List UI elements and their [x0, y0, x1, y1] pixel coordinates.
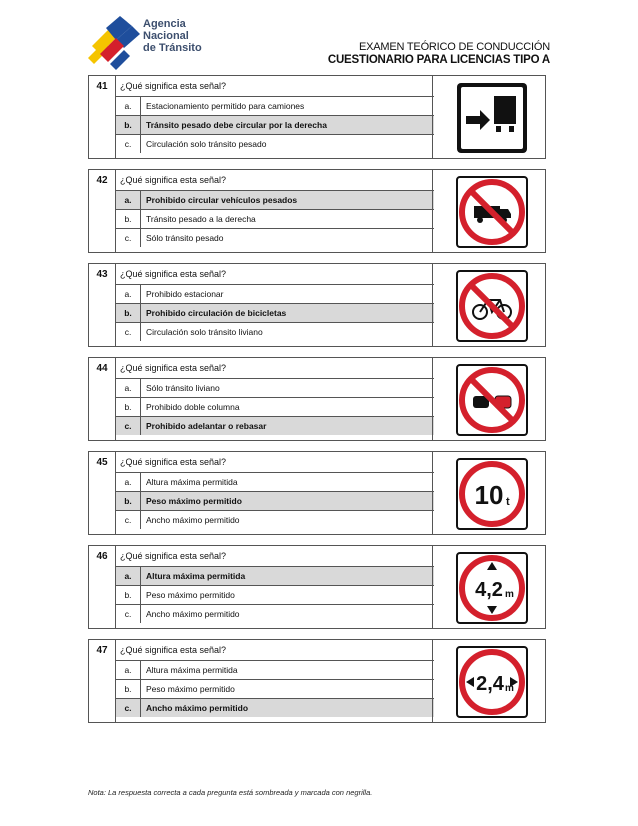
answer-option — [116, 134, 434, 153]
answer-option — [116, 209, 434, 228]
answer-option — [116, 228, 434, 247]
question-number: 42 — [89, 170, 116, 190]
option-text: Ancho máximo permitido — [146, 609, 240, 619]
question-number: 41 — [89, 76, 116, 96]
no-overtaking-sign-icon — [456, 364, 528, 436]
option-text: Prohibido circular vehículos pesados — [146, 195, 298, 205]
option-text: Circulación solo tránsito liviano — [146, 327, 263, 337]
question-text: ¿Qué significa esta señal? — [120, 645, 227, 655]
option-letter: c. — [116, 417, 141, 435]
option-letter: b. — [116, 492, 141, 510]
question-block-42 — [88, 169, 546, 253]
question-block-43 — [88, 263, 546, 347]
option-text: Estacionamiento permitido para camiones — [146, 101, 305, 111]
option-letter: c. — [116, 511, 141, 529]
option-text: Peso máximo permitido — [146, 590, 235, 600]
question-block-44 — [88, 357, 546, 441]
answer-option — [116, 397, 434, 416]
question-number: 45 — [89, 452, 116, 472]
heavy-traffic-right-sign-icon — [456, 82, 528, 154]
traffic-sign-cell — [432, 170, 545, 252]
answer-option-correct — [116, 190, 434, 209]
question-block-41 — [88, 75, 546, 159]
option-letter: b. — [116, 210, 141, 228]
question-number: 47 — [89, 640, 116, 660]
max-height-sign-icon — [456, 552, 528, 624]
traffic-sign-cell — [432, 546, 545, 628]
max-width-sign-icon — [456, 646, 528, 718]
option-text: Altura máxima permitida — [146, 477, 238, 487]
svg-text:10: 10 — [474, 480, 504, 510]
traffic-sign-cell — [432, 358, 545, 440]
answer-option-correct — [116, 698, 434, 717]
answer-option — [116, 284, 434, 303]
option-text: Peso máximo permitido — [146, 684, 235, 694]
option-letter: c. — [116, 699, 141, 717]
answer-option-correct — [116, 491, 434, 510]
option-text: Sólo tránsito pesado — [146, 233, 224, 243]
option-letter: a. — [116, 379, 141, 397]
option-text: Circulación solo tránsito pesado — [146, 139, 267, 149]
option-letter: b. — [116, 586, 141, 604]
option-text: Ancho máximo permitido — [146, 515, 240, 525]
traffic-sign-cell — [432, 264, 545, 346]
question-text: ¿Qué significa esta señal? — [120, 269, 227, 279]
option-text: Tránsito pesado debe circular por la derecha — [146, 120, 327, 130]
question-text: ¿Qué significa esta señal? — [120, 175, 227, 185]
option-letter: b. — [116, 398, 141, 416]
option-letter: a. — [116, 191, 141, 209]
option-letter: b. — [116, 304, 141, 322]
question-block-45 — [88, 451, 546, 535]
answer-option-correct — [116, 115, 434, 134]
option-text: Ancho máximo permitido — [146, 703, 249, 713]
question-block-47 — [88, 639, 546, 723]
option-text: Peso máximo permitido — [146, 496, 242, 506]
answer-option — [116, 660, 434, 679]
answer-option — [116, 472, 434, 491]
agency-emblem-icon — [86, 16, 142, 70]
option-text: Tránsito pesado a la derecha — [146, 214, 256, 224]
answer-option-correct — [116, 303, 434, 322]
question-text: ¿Qué significa esta señal? — [120, 551, 227, 561]
exam-subtitle: CUESTIONARIO PARA LICENCIAS TIPO A — [327, 54, 550, 66]
agency-logo — [86, 16, 226, 70]
question-text: ¿Qué significa esta señal? — [120, 457, 227, 467]
agency-name-line-3: de Tránsito — [143, 42, 202, 54]
option-text: Prohibido circulación de bicicletas — [146, 308, 287, 318]
answer-option — [116, 679, 434, 698]
answer-option — [116, 510, 434, 529]
option-text: Altura máxima permitida — [146, 665, 238, 675]
question-block-46 — [88, 545, 546, 629]
question-text: ¿Qué significa esta señal? — [120, 81, 227, 91]
svg-text:4,2: 4,2 — [475, 579, 503, 601]
traffic-sign-cell — [432, 452, 545, 534]
option-text: Prohibido doble columna — [146, 402, 240, 412]
option-letter: c. — [116, 323, 141, 341]
option-letter: c. — [116, 229, 141, 247]
svg-text:m: m — [505, 589, 514, 600]
traffic-sign-cell — [432, 640, 545, 722]
option-text: Prohibido estacionar — [146, 289, 224, 299]
option-letter: a. — [116, 661, 141, 679]
question-number: 43 — [89, 264, 116, 284]
answer-option-correct — [116, 416, 434, 435]
no-bicycles-sign-icon — [456, 270, 528, 342]
agency-name-line-1: Agencia — [143, 18, 186, 30]
question-text: ¿Qué significa esta señal? — [120, 363, 227, 373]
answer-option — [116, 378, 434, 397]
option-letter: a. — [116, 473, 141, 491]
option-letter: a. — [116, 97, 141, 115]
agency-name-line-2: Nacional — [143, 30, 189, 42]
option-letter: b. — [116, 116, 141, 134]
svg-text:m: m — [505, 683, 514, 694]
option-text: Prohibido adelantar o rebasar — [146, 421, 267, 431]
svg-text:2,4: 2,4 — [476, 673, 504, 695]
question-number: 46 — [89, 546, 116, 566]
option-text: Sólo tránsito liviano — [146, 383, 220, 393]
option-letter: c. — [116, 135, 141, 153]
agency-name — [143, 18, 202, 54]
answer-option — [116, 96, 434, 115]
no-heavy-vehicles-sign-icon — [456, 176, 528, 248]
option-letter: a. — [116, 285, 141, 303]
max-weight-sign-icon — [456, 458, 528, 530]
answer-option — [116, 585, 434, 604]
svg-text:t: t — [506, 496, 510, 508]
option-letter: c. — [116, 605, 141, 623]
option-text: Altura máxima permitida — [146, 571, 246, 581]
answer-option-correct — [116, 566, 434, 585]
question-number: 44 — [89, 358, 116, 378]
answer-option — [116, 322, 434, 341]
exam-title: EXAMEN TEÓRICO DE CONDUCCIÓN — [359, 41, 550, 53]
option-letter: b. — [116, 680, 141, 698]
answer-option — [116, 604, 434, 623]
footnote: Nota: La respuesta correcta a cada pregunta está sombreada y marcada con negrilla. — [88, 788, 373, 797]
option-letter: a. — [116, 567, 141, 585]
traffic-sign-cell — [432, 76, 545, 158]
